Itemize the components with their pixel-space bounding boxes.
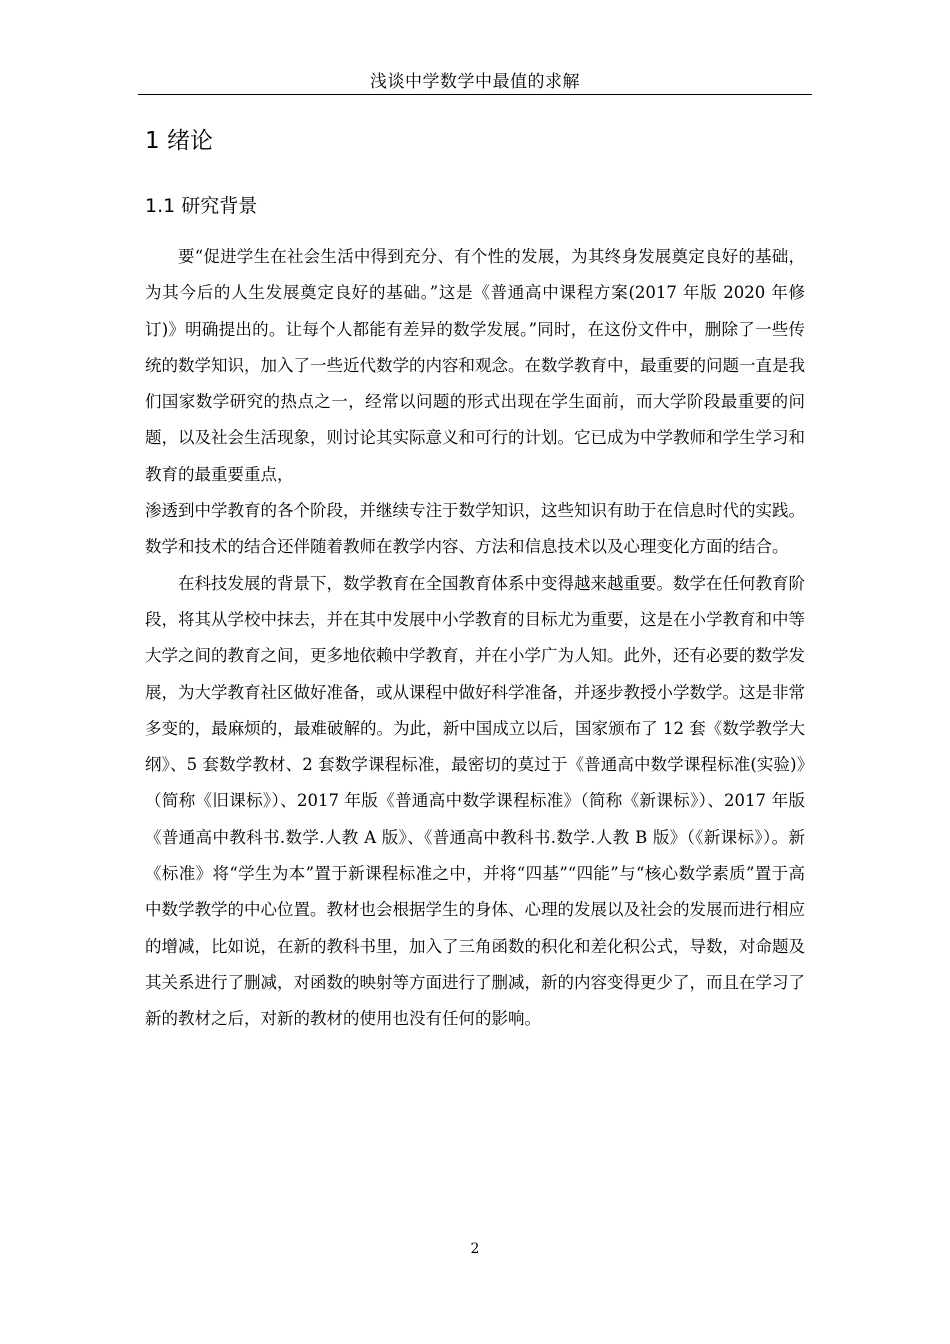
chapter-title: 1 绪论	[145, 128, 213, 154]
paragraph-1: 要“促进学生在社会生活中得到充分、有个性的发展，为其终身发展奠定良好的基础，为其今后的人生发展奠定良好的基础。”这是《普通高中课程方案(2017 年版 2020 年修订)》明确提出的。让每个人都能有差异的数学发展。”同时，在这份文件中，删除了一些传统的数学知识，加入了一些近代数学的内容和观念。在数学教育中，最重要的问题一直是我们国家数学研究的热点之一，经常以问题的形式出现在学生面前，而大学阶段最重要的问题，以及社会生活现象，则讨论其实际意义和可行的计划。它已成为中学教师和学生学习和教育的最重要重点，	[145, 247, 805, 484]
page-header-title: 浅谈中学数学中最值的求解	[370, 72, 580, 92]
body-text	[145, 239, 805, 1038]
section-title: 1.1 研究背景	[145, 195, 258, 217]
header-divider	[138, 94, 812, 95]
paragraph-2: 渗透到中学教育的各个阶段，并继续专注于数学知识，这些知识有助于在信息时代的实践。数学和技术的结合还伴随着教师在教学内容、方法和信息技术以及心理变化方面的结合。	[145, 501, 805, 557]
page-number: 2	[470, 1241, 480, 1257]
paragraph-3: 在科技发展的背景下，数学教育在全国教育体系中变得越来越重要。数学在任何教育阶段，将其从学校中抹去，并在其中发展中小学教育的目标尤为重要，这是在小学教育和中等大学之间的教育之间，更多地依赖中学教育，并在小学广为人知。此外，还有必要的数学发展，为大学教育社区做好准备，或从课程中做好科学准备，并逐步教授小学数学。这是非常多变的，最麻烦的，最难破解的。为此，新中国成立以后，国家颁布了 12 套《数学教学大纲》、5 套数学教材、2 套数学课程标准，最密切的莫过于《普通高中数学课程标准(实验)》（简称《旧课标》）、2017 年版《普通高中数学课程标准》（简称《新课标》）、2017 年版《普通高中教科书.数学.人教 A 版》、《普通高中教科书.数学.人教 B 版》（《新课标》）。新《标准》将“学生为本”置于新课程标准之中，并将“四基”“四能”与“核心数学素质”置于高中数学教学的中心位置。教材也会根据学生的身体、心理的发展以及社会的发展而进行相应的增减，比如说，在新的教科书里，加入了三角函数的积化和差化积公式，导数，对命题及其关系进行了删减，对函数的映射等方面进行了删减，新的内容变得更少了，而且在学习了新的教材之后，对新的教材的使用也没有任何的影响。	[145, 573, 805, 1029]
